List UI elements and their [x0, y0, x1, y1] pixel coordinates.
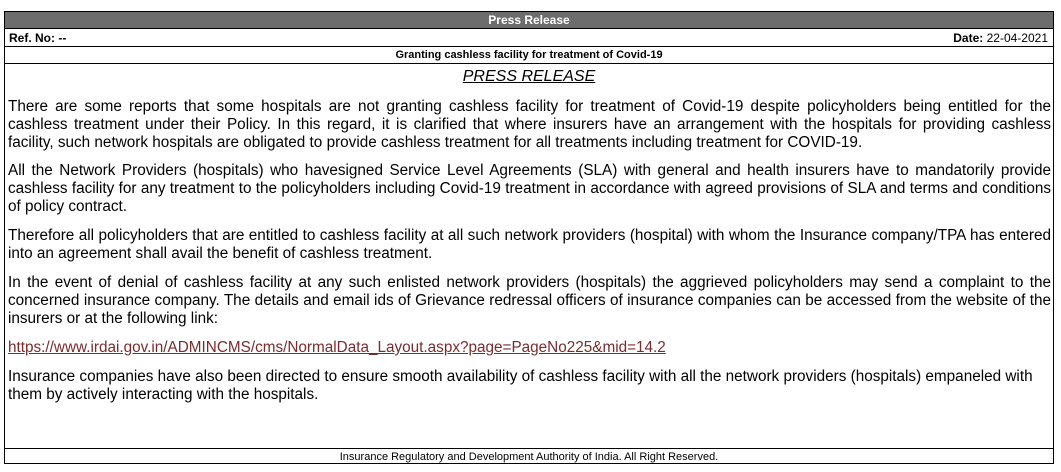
- press-release-title: PRESS RELEASE: [462, 68, 596, 85]
- subject-line: Granting cashless facility for treatment of Covid-19: [5, 47, 1053, 64]
- grievance-link[interactable]: https://www.irdai.gov.in/ADMINCMS/cms/NormalData_Layout.aspx?page=PageNo225&mid=14.2: [8, 339, 666, 356]
- date-field: [953, 29, 1048, 47]
- paragraph-4: In the event of denial of cashless facility at any such enlisted network providers (hospitals) the aggrieved policyholders may send a complaint to the concerned insurance company. The details and email ids of Grievance redressal officers of insurance companies can be accessed from the website of the insurers or at the following link:: [8, 274, 1051, 327]
- paragraph-2: All the Network Providers (hospitals) who havesigned Service Level Agreements (SLA) with general and health insurers have to mandatorily provide cashless facility for any treatment to the policyholders including Covid-19 treatment in accordance with agreed provisions of SLA and terms and conditions of policy contract.: [8, 162, 1051, 215]
- paragraph-1: There are some reports that some hospitals are not granting cashless facility for treatment of Covid-19 despite policyholders being entitled for the cashless treatment under their Policy. In this regard, it is clarified that where insurers have an arrangement with the hospitals for providing cashless facility, such network hospitals are obligated to provide cashless treatment for all treatments including treatment for COVID-19.: [8, 98, 1051, 151]
- reference-row: [5, 29, 1053, 47]
- paragraph-5: Insurance companies have also been directed to ensure smooth availability of cashless facility with all the network providers (hospitals) empaneled with them by actively interacting with the hospitals.: [8, 368, 1033, 403]
- link-paragraph: [8, 339, 1051, 357]
- paragraph-3: Therefore all policyholders that are entitled to cashless facility at all such network providers (hospital) with whom the Insurance company/TPA has entered into an agreement shall avail the benefit of cashless treatment.: [8, 227, 1051, 262]
- press-release-frame: [4, 11, 1054, 464]
- press-release-body: [5, 64, 1053, 449]
- date-value: 22-04-2021: [986, 31, 1048, 45]
- date-label: Date:: [953, 31, 984, 45]
- ref-number: Ref. No: --: [9, 31, 67, 45]
- footer-copyright: Insurance Regulatory and Development Authority of India. All Right Reserved.: [339, 451, 719, 463]
- header-bar: Press Release: [5, 12, 1053, 29]
